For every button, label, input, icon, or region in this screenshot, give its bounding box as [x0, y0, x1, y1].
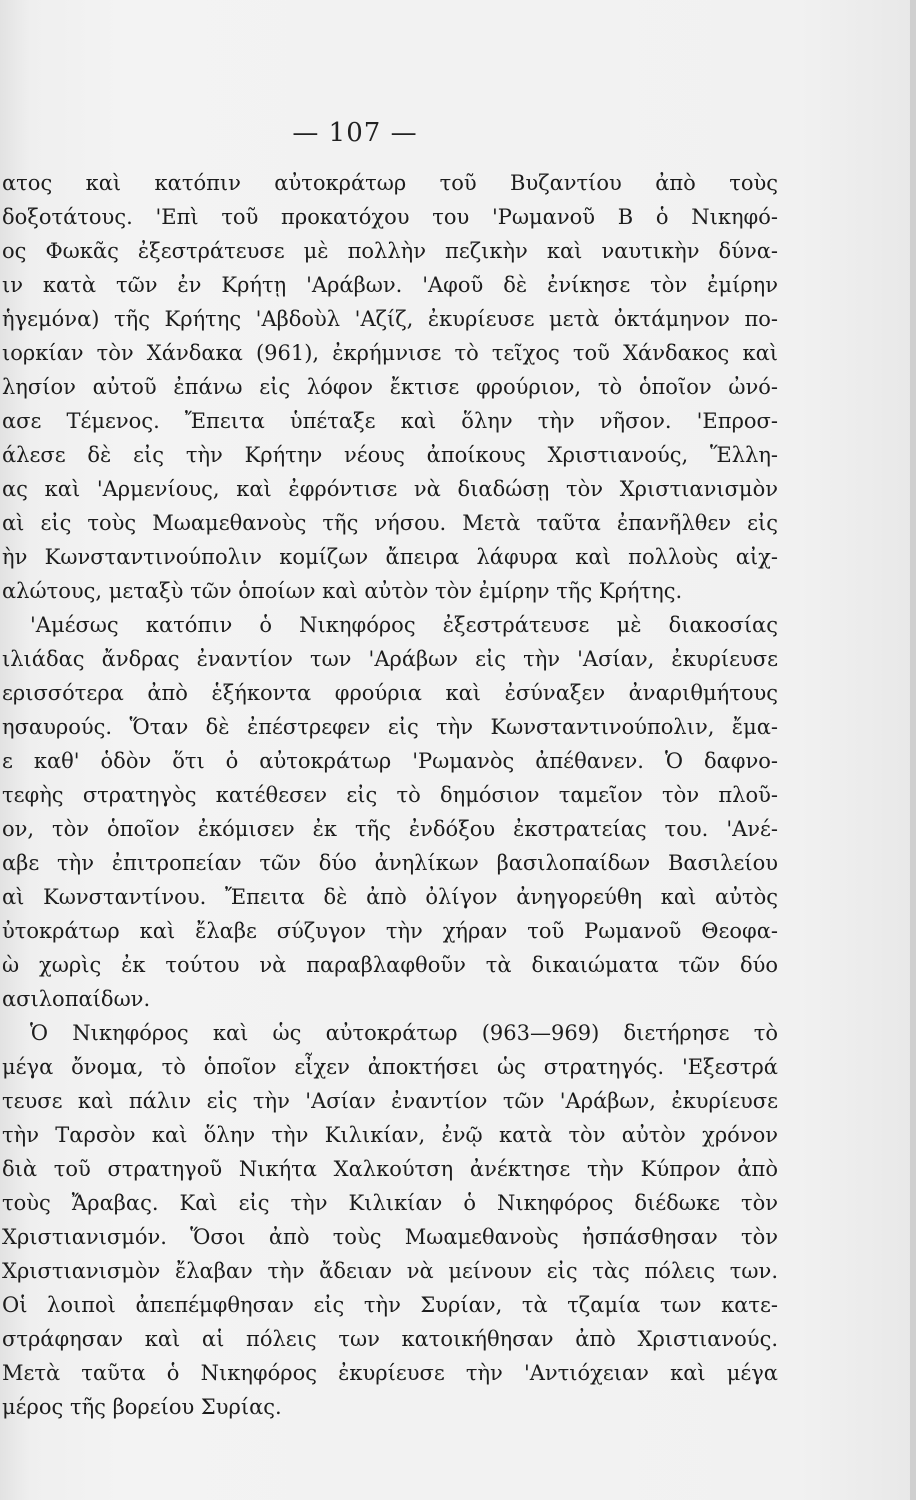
text-line: τευσε καὶ πάλιν εἰς τὴν 'Ασίαν ἐναντίον τῶν 'Αράβων, ἐκυρίευσε [2, 1089, 778, 1113]
text-line: ὐτοκράτωρ καὶ ἔλαβε σύζυγον τὴν χήραν τοῦ Ρωμανοῦ Θεοφα- [2, 919, 778, 943]
text-line: δοξοτάτους. 'Επὶ τοῦ προκατόχου του 'Ρωμανοῦ Β ὁ Νικηφό- [2, 205, 778, 229]
text-line: αλώτους, μεταξὺ τῶν ὁποίων καὶ αὐτὸν τὸν ἐμίρην τῆς Κρήτης. [2, 579, 683, 603]
text-line: ε καθ' ὁδὸν ὅτι ὁ αὐτοκράτωρ 'Ρωμανὸς ἀπέθανεν. Ὁ δαφνο- [2, 749, 778, 773]
text-line: αὶ Κωνσταντίνου. Ἔπειτα δὲ ἀπὸ ὀλίγον ἀνηγορεύθη καὶ αὐτὸς [2, 885, 778, 909]
text-line: Χριστιανισμόν. Ὅσοι ἀπὸ τοὺς Μωαμεθανοὺς ἠσπάσθησαν τὸν [2, 1225, 778, 1249]
text-line: αὶ εἰς τοὺς Μωαμεθανοὺς τῆς νήσου. Μετὰ ταῦτα ἐπανῆλθεν εἰς [2, 511, 778, 535]
text-line: μέρος τῆς βορείου Συρίας. [2, 1395, 282, 1419]
text-line: ερισσότερα ἀπὸ ἑξήκοντα φρούρια καὶ ἐσύναξεν ἀναριθμήτους [2, 681, 778, 705]
text-line: ατος καὶ κατόπιν αὐτοκράτωρ τοῦ Βυζαντίου ἀπὸ τοὺς [2, 171, 778, 195]
text-line: ιλιάδας ἄνδρας ἐναντίον των 'Αράβων εἰς τὴν 'Ασίαν, ἐκυρίευσε [2, 647, 778, 671]
text-line: αβε τὴν ἐπιτροπείαν τῶν δύο ἀνηλίκων βασιλοπαίδων Βασιλείου [2, 851, 778, 875]
text-line: ὼ χωρὶς ἐκ τούτου νὰ παραβλαφθοῦν τὰ δικαιώματα τῶν δύο [2, 953, 778, 977]
text-line: ας καὶ 'Αρμενίους, καὶ ἐφρόντισε νὰ διαδώσῃ τὸν Χριστιανισμὸν [2, 477, 778, 501]
text-line: Ὁ Νικηφόρος καὶ ὡς αὐτοκράτωρ (963—969) διετήρησε τὸ [30, 1021, 778, 1045]
text-line: ὴν Κωνσταντινούπολιν κομίζων ἄπειρα λάφυρα καὶ πολλοὺς αἰχ- [2, 545, 778, 569]
text-line: άλεσε δὲ εἰς τὴν Κρήτην νέους ἀποίκους Χριστιανούς, Ἕλλη- [2, 443, 778, 467]
text-line: τὴν Ταρσὸν καὶ ὅλην τὴν Κιλικίαν, ἐνῷ κατὰ τὸν αὐτὸν χρόνον [2, 1123, 778, 1147]
page-edge-shadow [910, 0, 916, 1500]
text-line: ιν κατὰ τῶν ἐν Κρήτῃ 'Αράβων. 'Αφοῦ δὲ ἐνίκησε τὸν ἐμίρην [2, 273, 778, 297]
text-line: ος Φωκᾶς ἐξεστράτευσε μὲ πολλὴν πεζικὴν καὶ ναυτικὴν δύνα- [2, 239, 778, 263]
text-line: Μετὰ ταῦτα ὁ Νικηφόρος ἐκυρίευσε τὴν 'Αντιόχειαν καὶ μέγα [2, 1361, 778, 1385]
text-line: διὰ τοῦ στρατηγοῦ Νικήτα Χαλκούτση ἀνέκτησε τὴν Κύπρον ἀπὸ [2, 1157, 778, 1181]
text-line: Χριστιανισμὸν ἔλαβαν τὴν ἄδειαν νὰ μείνουν εἰς τὰς πόλεις των. [2, 1259, 778, 1283]
text-line: ασιλοπαίδων. [2, 987, 151, 1011]
text-line: ησαυρούς. Ὅταν δὲ ἐπέστρεφεν εἰς τὴν Κωνσταντινούπολιν, ἔμα- [2, 715, 778, 739]
page-number: — 107 — [292, 118, 418, 148]
text-line: λησίον αὐτοῦ ἐπάνω εἰς λόφον ἔκτισε φρούριον, τὸ ὁποῖον ὠνό- [2, 375, 778, 399]
body-text [2, 166, 778, 1424]
text-line: ον, τὸν ὁποῖον ἐκόμισεν ἐκ τῆς ἐνδόξου ἐκστρατείας του. 'Ανέ- [2, 817, 778, 841]
text-line: τεφὴς στρατηγὸς κατέθεσεν εἰς τὸ δημόσιον ταμεῖον τὸν πλοῦ- [2, 783, 778, 807]
text-line: τοὺς Ἄραβας. Καὶ εἰς τὴν Κιλικίαν ὁ Νικηφόρος διέδωκε τὸν [2, 1191, 778, 1215]
text-line: 'Αμέσως κατόπιν ὁ Νικηφόρος ἐξεστράτευσε μὲ διακοσίας [30, 613, 778, 637]
text-line: ιορκίαν τὸν Χάνδακα (961), ἐκρήμνισε τὸ τεῖχος τοῦ Χάνδακος καὶ [2, 341, 778, 365]
text-line: ασε Τέμενος. Ἔπειτα ὑπέταξε καὶ ὅλην τὴν νῆσον. 'Επροσ- [2, 409, 778, 433]
text-line: μέγα ὄνομα, τὸ ὁποῖον εἶχεν ἀποκτήσει ὡς στρατηγός. 'Εξεστρά [2, 1055, 778, 1079]
text-line: ἡγεμόνα) τῆς Κρήτης 'Αβδοὺλ 'Αζίζ, ἐκυρίευσε μετὰ ὀκτάμηνον πο- [2, 307, 778, 331]
text-line: στράφησαν καὶ αἱ πόλεις των κατοικήθησαν ἀπὸ Χριστιανούς. [2, 1327, 778, 1351]
text-line: Οἱ λοιποὶ ἀπεπέμφθησαν εἰς τὴν Συρίαν, τὰ τζαμία των κατε- [2, 1293, 778, 1317]
